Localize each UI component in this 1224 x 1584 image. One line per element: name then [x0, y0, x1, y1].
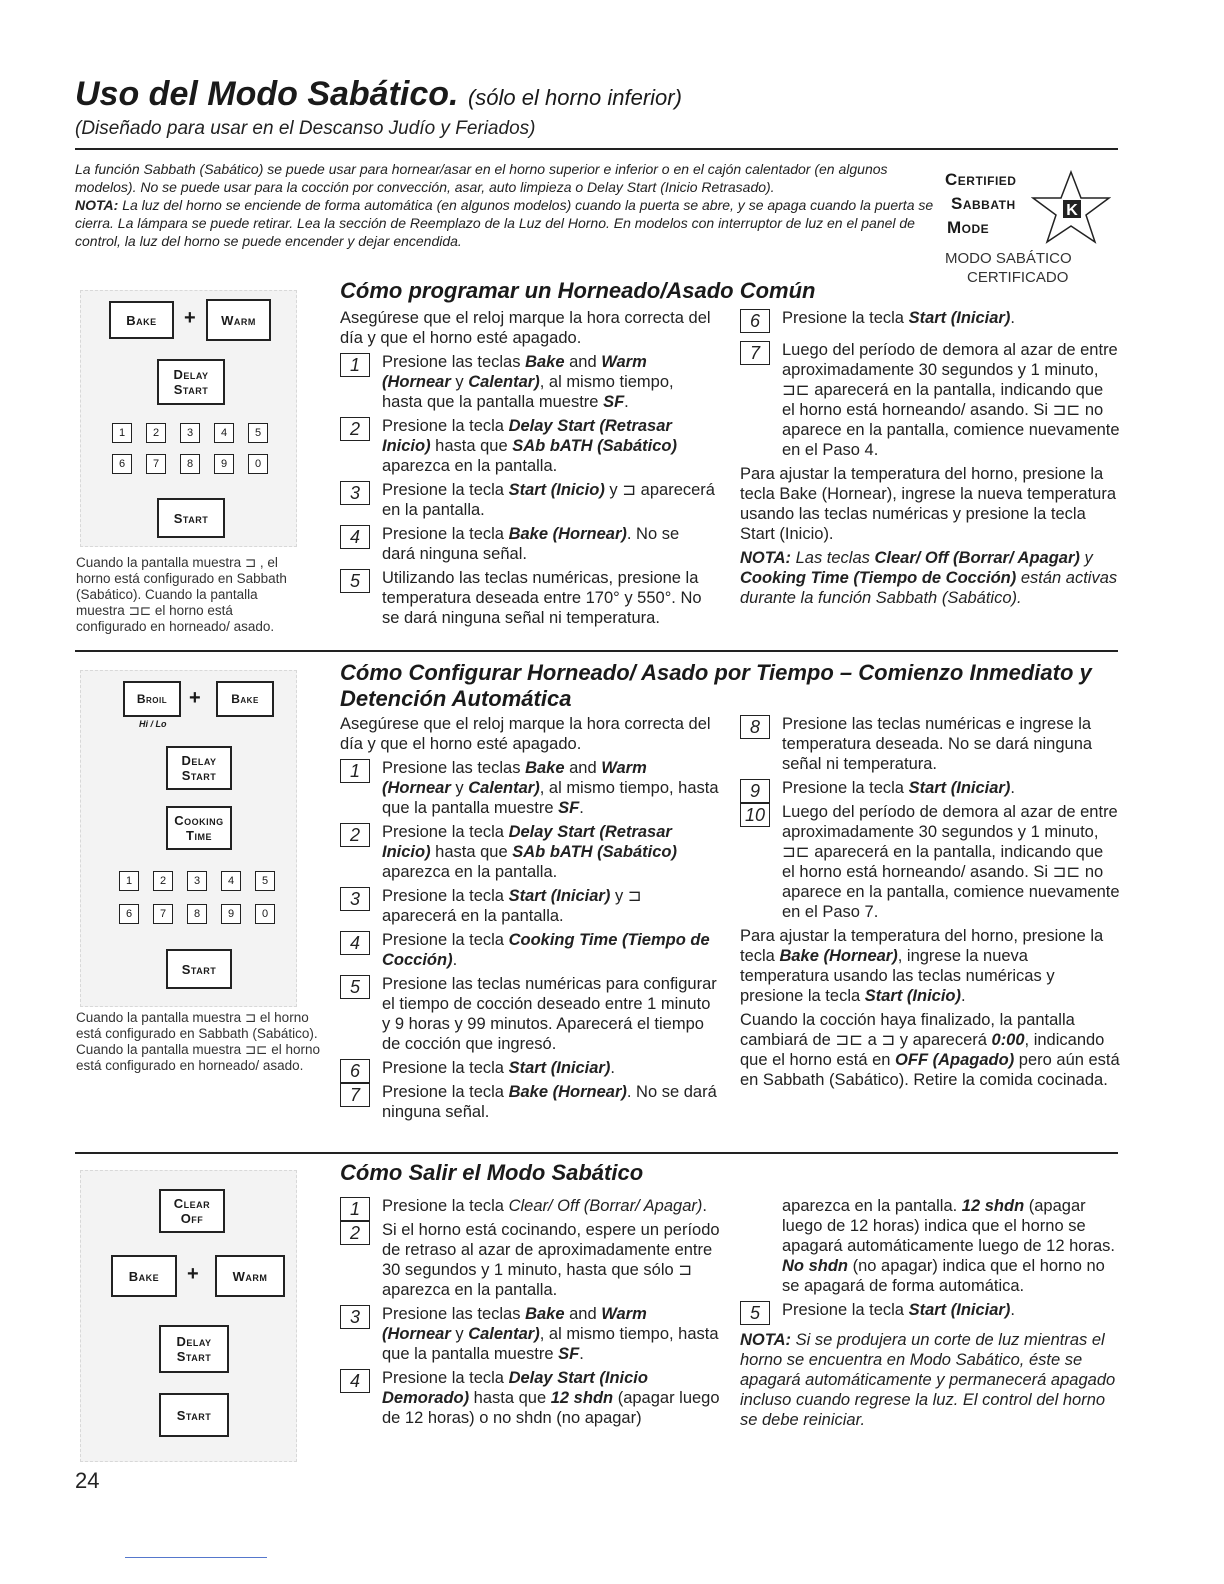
- start-label: Start: [181, 768, 217, 783]
- delay-start-key[interactable]: [166, 746, 232, 790]
- cert-line-2: Sabbath: [951, 194, 1016, 213]
- intro-text: [75, 160, 945, 250]
- number-key-3[interactable]: 3: [180, 423, 200, 443]
- warm-key[interactable]: Warm: [206, 299, 271, 341]
- section2-step-5: 5 Presione las teclas numéricas para configurar el tiempo de cocción deseado entre 1 minuto y 9 horas y 99 minutos. Aparecerá el tiempo de cocción que ingresó.: [340, 974, 720, 1054]
- intro-paragraph-2: [75, 196, 945, 250]
- delay-start-key[interactable]: [157, 359, 225, 405]
- section2-step-8: 8 Presione las teclas numéricas e ingrese la temperatura deseada. No se dará ninguna señal ni temperatura.: [740, 714, 1120, 774]
- section1-step-4: 4 Presione la tecla Bake (Hornear). No se dará ninguna señal.: [340, 524, 715, 564]
- delay-label: Delay: [173, 367, 209, 382]
- section1-step-6: 6 Presione la tecla Start (Iniciar).: [740, 308, 1120, 328]
- keypad-panel-2: [80, 670, 297, 1007]
- hi-lo-label: Hi / Lo: [139, 719, 167, 729]
- bake-key[interactable]: Bake: [109, 301, 174, 339]
- section2-step-3: 3 Presione la tecla Start (Iniciar) y ⊐ aparecerá en la pantalla.: [340, 886, 720, 926]
- section2-col-left: [340, 714, 720, 1126]
- section1-col-left: [340, 308, 715, 632]
- section-rule-1: [75, 650, 1118, 652]
- cooking-time-key[interactable]: [166, 806, 232, 850]
- number-key-6[interactable]: 6: [119, 904, 139, 924]
- step-number: 3: [340, 481, 370, 505]
- number-key-5[interactable]: 5: [255, 871, 275, 891]
- step-number: 5: [340, 975, 370, 999]
- section3-step-5: 5 Presione la tecla Start (Iniciar).: [740, 1300, 1120, 1320]
- step-number: 4: [340, 1369, 370, 1393]
- number-key-2[interactable]: 2: [153, 871, 173, 891]
- section-rule-2: [75, 1152, 1118, 1154]
- page-subtitle: (Diseñado para usar en el Descanso Judío y Feriados): [75, 118, 536, 139]
- step-number: 3: [340, 1305, 370, 1329]
- certified-sabbath-badge: [945, 168, 1105, 288]
- cert-line-3: Mode: [947, 218, 990, 237]
- title-main: Uso del Modo Sabático.: [75, 75, 459, 113]
- step-number: 7: [340, 1083, 370, 1107]
- section2-step-10: 10 Luego del período de demora al azar de entre aproximadamente 30 segundos y 1 minuto, ⊐⊏ aparecerá en la pantalla, indicando que el horno está horneando/ asando. Si ⊐⊏ no aparece en la pantalla, comience nuevamente en el Paso 7.: [740, 802, 1120, 922]
- step-number: 5: [340, 569, 370, 593]
- section2-step-4: 4 Presione la tecla Cooking Time (Tiempo de Cocción).: [340, 930, 720, 970]
- number-key-7[interactable]: 7: [146, 454, 166, 474]
- off-label: Off: [180, 1211, 204, 1226]
- section2-title: Cómo Configurar Horneado/ Asado por Tiempo – Comienzo Inmediato y Detención Automática: [340, 660, 1092, 711]
- number-key-7[interactable]: 7: [153, 904, 173, 924]
- header-rule: [75, 148, 1118, 150]
- page-title: [75, 75, 682, 114]
- plus-sign: +: [187, 1263, 199, 1285]
- section3-col-right: [740, 1196, 1120, 1434]
- section2-finished-paragraph: Cuando la cocción haya finalizado, la pantalla cambiará de ⊐⊏ a ⊐ y aparecerá 0:00, indicando que el horno está en OFF (Apagado) pero aún está en Sabbath (Sabático). Retire la comida cocinada.: [740, 1011, 1120, 1089]
- bake-key[interactable]: Bake: [111, 1255, 177, 1297]
- section2-col-right: [740, 714, 1120, 1094]
- step-number: 1: [340, 759, 370, 783]
- step-number: 10: [740, 803, 770, 827]
- title-note: (sólo el horno inferior): [467, 85, 682, 110]
- number-key-5[interactable]: 5: [248, 423, 268, 443]
- section2-step-2: 2 Presione la tecla Delay Start (Retrasar Inicio) hasta que SAb bATH (Sabático) aparezca en la pantalla.: [340, 822, 720, 882]
- section1-step-1: 1 Presione las teclas Bake and Warm (Hornear y Calentar), al mismo tiempo, hasta que la pantalla muestre SF.: [340, 352, 715, 412]
- start-key[interactable]: Start: [157, 498, 225, 538]
- section3-col-left: [340, 1196, 725, 1432]
- section1-col-right: [740, 308, 1120, 612]
- number-key-1[interactable]: 1: [112, 423, 132, 443]
- step-number: 1: [340, 1197, 370, 1221]
- footer-line: [125, 1557, 267, 1558]
- step-number: 6: [740, 309, 770, 333]
- section3-title: Cómo Salir el Modo Sabático: [340, 1160, 644, 1185]
- step-number: 7: [740, 341, 770, 365]
- number-key-2[interactable]: 2: [146, 423, 166, 443]
- section2-step-6: 6 Presione la tecla Start (Iniciar).: [340, 1058, 720, 1078]
- start-key[interactable]: Start: [166, 949, 232, 989]
- number-key-6[interactable]: 6: [112, 454, 132, 474]
- broil-key[interactable]: Broil: [123, 681, 181, 717]
- number-key-8[interactable]: 8: [187, 904, 207, 924]
- section1-step-5: 5 Utilizando las teclas numéricas, presione la temperatura deseada entre 170° y 550°. No se dará ninguna señal ni temperatura.: [340, 568, 715, 628]
- cert-caption-2: CERTIFICADO: [967, 269, 1069, 286]
- section1-intro: Asegúrese que el reloj marque la hora correcta del día y que el horno esté apagado.: [340, 309, 711, 347]
- step-number: 2: [340, 417, 370, 441]
- section3-nota: NOTA: Si se produjera un corte de luz mientras el horno se encuentra en Modo Sabático, éste se apagará automáticamente y permanecerá apagado incluso cuando regrese la luz. El control del horno se debe reiniciar.: [740, 1331, 1116, 1429]
- cert-line-1: Certified: [945, 170, 1017, 189]
- step-number: 6: [340, 1059, 370, 1083]
- step-number: 3: [340, 887, 370, 911]
- number-key-8[interactable]: 8: [180, 454, 200, 474]
- keypad-panel-3: [80, 1170, 297, 1462]
- number-key-3[interactable]: 3: [187, 871, 207, 891]
- intro-nota-text: La luz del horno se enciende de forma automática (en algunos modelos) cuando la puerta se abre, y se apaga cuando la puerta se cierra. La lámpara se puede retirar. Lea la sección de Reemplazo de la Luz del Horno. En modelos con interruptor de luz en el panel de control, la luz del horno se puede encender y dejar encendida.: [75, 197, 934, 249]
- start-label: Start: [173, 382, 209, 397]
- warm-key[interactable]: Warm: [215, 1255, 285, 1297]
- section2-step-9: 9 Presione la tecla Start (Iniciar).: [740, 778, 1120, 798]
- bake-key[interactable]: Bake: [216, 681, 274, 717]
- number-key-1[interactable]: 1: [119, 871, 139, 891]
- step-number: 5: [740, 1301, 770, 1325]
- intro-nota-label: NOTA:: [75, 197, 119, 213]
- start-key[interactable]: Start: [159, 1393, 229, 1437]
- plus-sign: +: [189, 687, 201, 709]
- number-key-9[interactable]: 9: [221, 904, 241, 924]
- section1-step-2: 2 Presione la tecla Delay Start (Retrasar Inicio) hasta que SAb bATH (Sabático) aparezca en la pantalla.: [340, 416, 715, 476]
- section2-step-7: 7 Presione la tecla Bake (Hornear). No se dará ninguna señal.: [340, 1082, 720, 1122]
- step-number: 4: [340, 931, 370, 955]
- step-number: 2: [340, 823, 370, 847]
- section2-caption: Cuando la pantalla muestra ⊐ el horno está configurado en Sabbath (Sabático). Cuando la pantalla muestra ⊐⊏ el horno está configurado en horneado/ asado.: [76, 1010, 321, 1073]
- section2-intro: Asegúrese que el reloj marque la hora correcta del día y que el horno esté apagado.: [340, 715, 711, 753]
- plus-sign: +: [184, 307, 196, 329]
- section1-caption: Cuando la pantalla muestra ⊐ , el horno está configurado en Sabbath (Sabático). Cuando la pantalla muestra ⊐⊏ el horno está configurado en horneado/ asado.: [76, 555, 287, 634]
- page-number: 24: [75, 1468, 100, 1493]
- section1-nota: NOTA: Las teclas Clear/ Off (Borrar/ Apagar) y Cooking Time (Tiempo de Cocción) están activas durante la función Sabbath (Sabático).: [740, 549, 1118, 607]
- section2-step-1: 1 Presione las teclas Bake and Warm (Hornear y Calentar), al mismo tiempo, hasta que la pantalla muestre SF.: [340, 758, 720, 818]
- section3-step-2: 2 Si el horno está cocinando, espere un período de retraso al azar de aproximadamente entre 30 segundos y 1 minuto, hasta que sólo ⊐ aparezca en la pantalla.: [340, 1220, 725, 1300]
- section1-adjust-paragraph: Para ajustar la temperatura del horno, presione la tecla Bake (Hornear), ingrese la nueva temperatura usando las teclas numéricas y presione la tecla Start (Inicio).: [740, 465, 1117, 543]
- intro-paragraph-1: La función Sabbath (Sabático) se puede usar para hornear/asar en el horno superior e inferior o en el cajón calentador (en algunos modelos). No se puede usar para la cocción por convección, asar, auto limpieza o Delay Start (Inicio Retrasado).: [75, 161, 888, 195]
- start-label: Start: [176, 1349, 212, 1364]
- clear-off-key[interactable]: [159, 1189, 225, 1233]
- number-key-0[interactable]: 0: [248, 454, 268, 474]
- star-k-letter: K: [1066, 202, 1078, 219]
- section1-step-3: 3 Presione la tecla Start (Inicio) y ⊐ aparecerá en la pantalla.: [340, 480, 715, 520]
- number-key-4[interactable]: 4: [214, 423, 234, 443]
- step-number: 9: [740, 779, 770, 803]
- time-label: Time: [186, 828, 212, 843]
- delay-label: Delay: [176, 1334, 212, 1349]
- cert-caption-1: MODO SABÁTICO: [945, 250, 1072, 267]
- step-number: 2: [340, 1221, 370, 1245]
- section3-step-3: 3 Presione las teclas Bake and Warm (Hornear y Calentar), al mismo tiempo, hasta que la pantalla muestre SF.: [340, 1304, 725, 1364]
- star-k-icon: [1031, 168, 1111, 248]
- section3-step4-continued: aparezca en la pantalla. 12 shdn (apagar luego de 12 horas) indica que el horno se apagará automáticamente luego de 12 horas. No shdn (no apagar) indica que el horno no se apagará de forma automática.: [782, 1197, 1115, 1295]
- clear-label: Clear: [173, 1196, 211, 1211]
- section3-step-1: 1 Presione la tecla Clear/ Off (Borrar/ Apagar).: [340, 1196, 725, 1216]
- keypad-panel-1: [80, 290, 297, 547]
- step-number: 8: [740, 715, 770, 739]
- section3-step-4: 4 Presione la tecla Delay Start (Inicio Demorado) hasta que 12 shdn (apagar luego de 12 horas) o no shdn (no apagar): [340, 1368, 725, 1428]
- number-key-4[interactable]: 4: [221, 871, 241, 891]
- section1-step-7: 7 Luego del período de demora al azar de entre aproximadamente 30 segundos y 1 minuto, ⊐⊏ aparecerá en la pantalla, indicando que el horno está horneando/ asando. Si ⊐⊏ no aparece en la pantalla, comience nuevamente en el Paso 4.: [740, 340, 1120, 460]
- step-number: 4: [340, 525, 370, 549]
- step-number: 1: [340, 353, 370, 377]
- section1-title: Cómo programar un Horneado/Asado Común: [340, 278, 816, 303]
- cooking-label: Cooking: [174, 813, 224, 828]
- section2-adjust-paragraph: Para ajustar la temperatura del horno, presione la tecla Bake (Hornear), ingrese la nueva temperatura usando las teclas numéricas y presione la tecla Start (Inicio).: [740, 927, 1104, 1005]
- delay-start-key[interactable]: [159, 1325, 229, 1373]
- number-key-0[interactable]: 0: [255, 904, 275, 924]
- number-key-9[interactable]: 9: [214, 454, 234, 474]
- delay-label: Delay: [181, 753, 217, 768]
